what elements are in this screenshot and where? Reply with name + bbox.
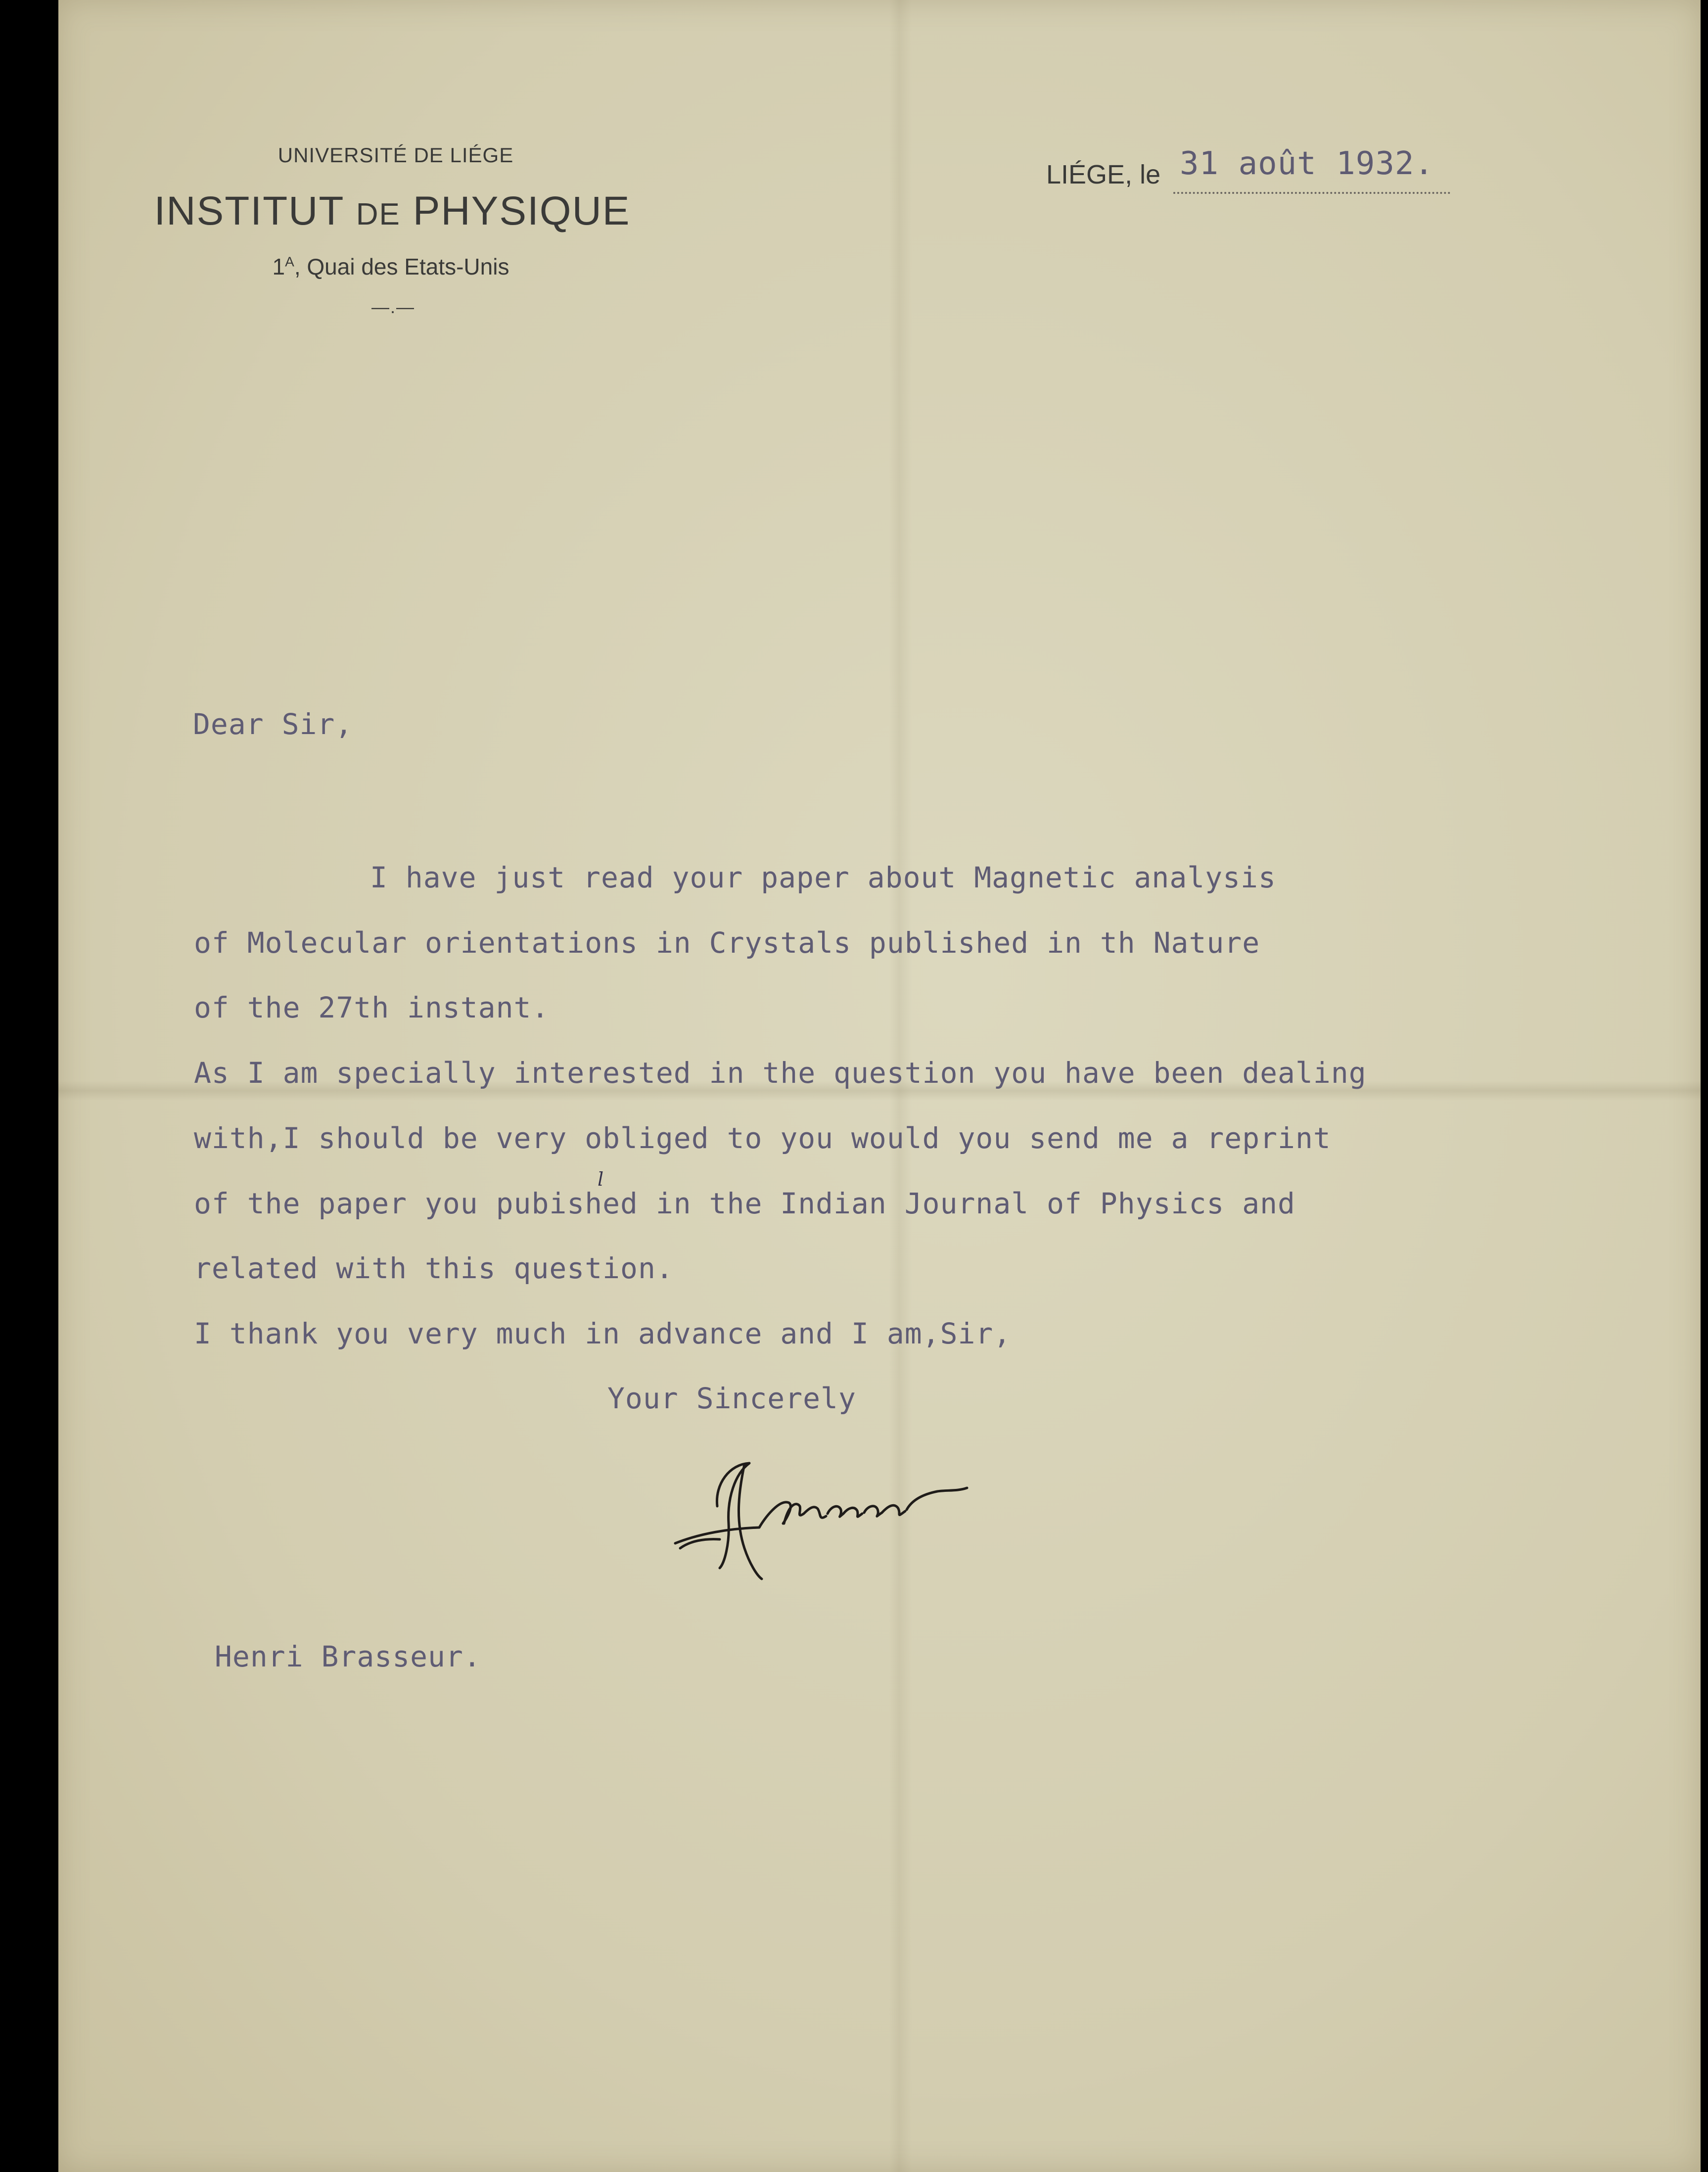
closing: Your Sincerely — [607, 1382, 856, 1415]
body-line: related with this question. — [194, 1251, 674, 1285]
institute-address — [193, 253, 589, 280]
body-line: of the paper you pubished in the Indian Journal of Physics and — [194, 1187, 1295, 1220]
institute-de: DE — [356, 197, 401, 231]
address-number: 1 — [272, 254, 285, 279]
body-line: with,I should be very obliged to you would you send me a reprint — [194, 1121, 1331, 1155]
date-dotted-line — [1173, 192, 1450, 194]
institute-name — [113, 188, 672, 234]
typed-name: Henri Brasseur. — [215, 1640, 481, 1673]
salutation: Dear Sir, — [193, 707, 353, 741]
address-street: , Quai des Etats-Unis — [294, 254, 509, 279]
university-name: UNIVERSITÉ DE LIÉGE — [277, 143, 514, 167]
handwritten-insertion: l — [598, 1168, 604, 1190]
body-line: of Molecular orientations in Crystals published in th Nature — [194, 926, 1260, 960]
body-line: of the 27th instant. — [194, 991, 550, 1024]
place-label: LIÉGE, le — [1046, 160, 1161, 189]
institute-word: INSTITUT — [154, 188, 344, 233]
body-line: As I am specially interested in the question you have been dealing — [194, 1056, 1367, 1090]
body-line: I have just read your paper about Magnetic analysis — [370, 861, 1276, 894]
institute-physique: PHYSIQUE — [413, 188, 631, 233]
letterhead-separator: —.— — [371, 297, 415, 317]
address-superscript: A — [285, 254, 294, 270]
body-line: I thank you very much in advance and I am,Sir, — [194, 1317, 1012, 1350]
signature — [670, 1444, 977, 1583]
letter-date: 31 août 1932. — [1180, 145, 1434, 182]
